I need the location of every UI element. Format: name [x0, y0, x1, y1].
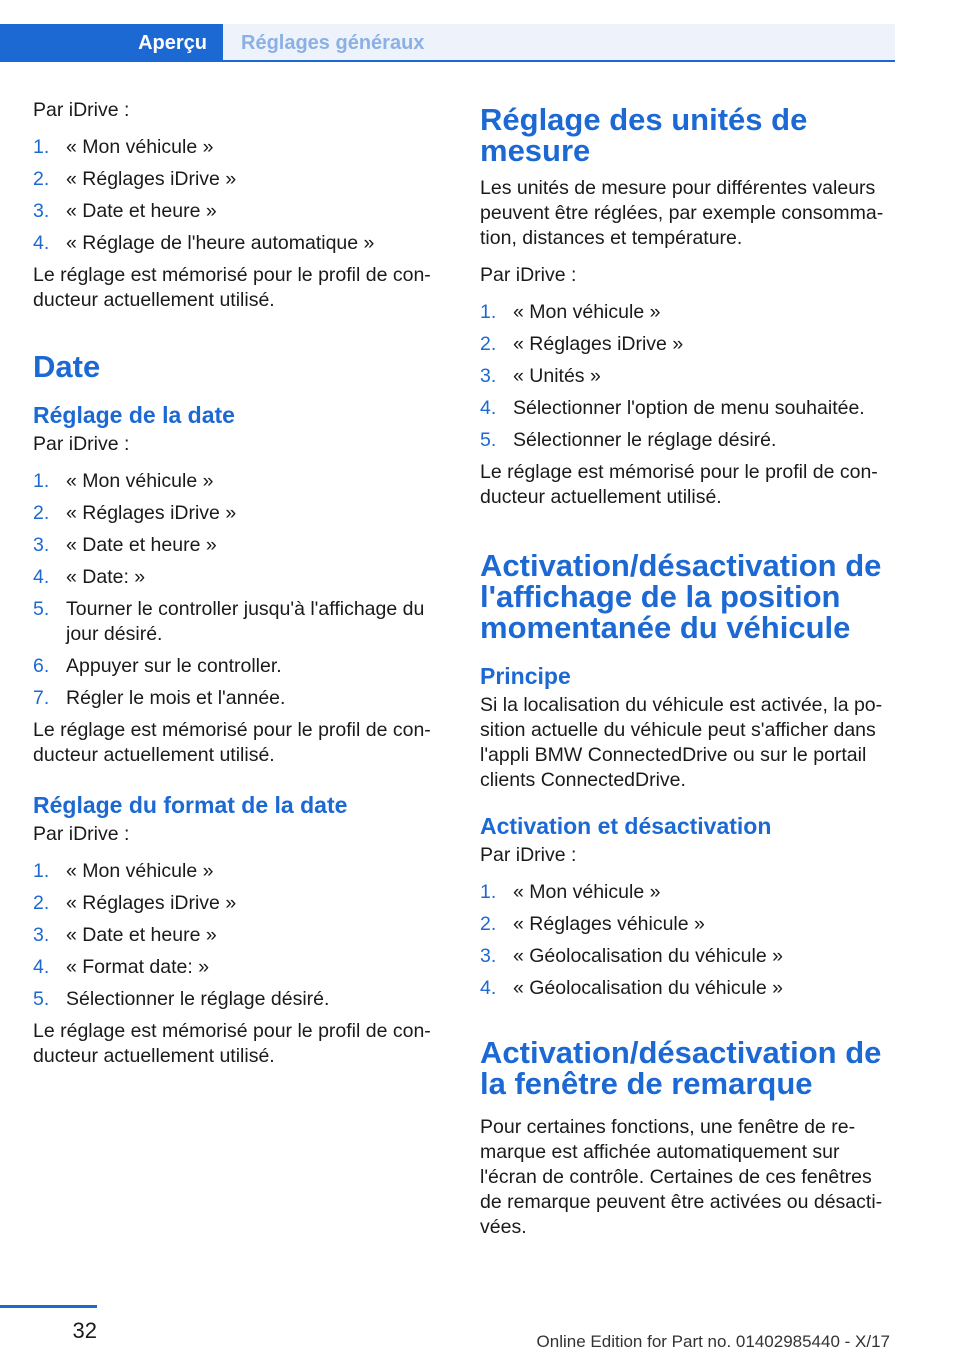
- list-item: [33, 135, 443, 160]
- step-number: 3.: [480, 365, 497, 387]
- step-text: Tourner le controller jusqu'à l'affichage du jour désiré.: [66, 598, 425, 645]
- intro-text: Par iDrive :: [480, 844, 577, 866]
- list-item: [480, 880, 890, 905]
- section-heading-units: Réglage des unités de mesure: [480, 102, 808, 168]
- tab-apercu[interactable]: Aperçu: [0, 24, 223, 62]
- list-item: [33, 167, 443, 192]
- step-text: « Géolocalisation du véhicule »: [513, 977, 783, 999]
- right-column: [480, 104, 890, 1252]
- note-text: Le réglage est mémorisé pour le profil de conducteur actuellement utilisé.: [33, 1020, 431, 1067]
- step-number: 4.: [33, 232, 50, 254]
- step-text: « Mon véhicule »: [513, 301, 661, 323]
- step-number: 4.: [480, 397, 497, 419]
- body-text: Pour certaines fonctions, une fenêtre de remarque est affichée automatiquement sur l'écran de contrôle. Certaines de ces fenêtres de remarque peuvent être activées ou désactivées.: [480, 1116, 883, 1238]
- step-number: 3.: [33, 924, 50, 946]
- step-text: Sélectionner le réglage désiré.: [513, 429, 777, 451]
- list-item: [33, 987, 443, 1012]
- steps-list: [33, 859, 443, 1012]
- step-number: 1.: [33, 470, 50, 492]
- step-number: 1.: [480, 301, 497, 323]
- list-item: [480, 364, 890, 389]
- list-item: [33, 923, 443, 948]
- step-number: 6.: [33, 655, 50, 677]
- step-text: « Date et heure »: [66, 534, 217, 556]
- section-heading-date: Date: [33, 349, 101, 384]
- list-item: [480, 976, 890, 1001]
- body-text: Si la localisation du véhicule est activée, la position actuelle du véhicule peut s'afficher dans l'appli BMW ConnectedDrive ou sur le portail clients ConnectedDrive.: [480, 694, 883, 791]
- step-text: Régler le mois et l'année.: [66, 687, 286, 709]
- intro-text: Par iDrive :: [33, 823, 130, 845]
- step-text: « Réglages véhicule »: [513, 913, 705, 935]
- step-text: « Mon véhicule »: [66, 860, 214, 882]
- list-item: [480, 300, 890, 325]
- footer-divider: [0, 1305, 97, 1308]
- list-item: [33, 891, 443, 916]
- step-text: « Date et heure »: [66, 924, 217, 946]
- list-item: [480, 944, 890, 969]
- note-text: Le réglage est mémorisé pour le profil de conducteur actuellement utilisé.: [33, 719, 431, 766]
- steps-list: [33, 469, 443, 711]
- step-number: 2.: [480, 913, 497, 935]
- header-divider: [0, 60, 895, 62]
- step-text: « Réglages iDrive »: [66, 168, 237, 190]
- intro-text: Par iDrive :: [480, 264, 577, 286]
- step-text: « Date: »: [66, 566, 146, 588]
- step-number: 7.: [33, 687, 50, 709]
- step-text: Sélectionner le réglage désiré.: [66, 988, 330, 1010]
- subheading-principle: Principe: [480, 663, 571, 689]
- step-number: 4.: [33, 956, 50, 978]
- note-text: Le réglage est mémorisé pour le profil de conducteur actuellement utilisé.: [33, 264, 431, 311]
- body-text: Les unités de mesure pour différentes valeurs peuvent être réglées, par exemple consommation, distances et température.: [480, 177, 884, 249]
- list-item: [480, 428, 890, 453]
- list-item: [33, 654, 443, 679]
- step-number: 2.: [33, 892, 50, 914]
- list-item: [480, 396, 890, 421]
- subheading-activation: Activation et désactivation: [480, 813, 772, 839]
- edition-text: Online Edition for Part no. 01402985440 - X/17: [536, 1332, 890, 1351]
- step-text: « Unités »: [513, 365, 601, 387]
- steps-list: [480, 300, 890, 453]
- step-text: « Géolocalisation du véhicule »: [513, 945, 783, 967]
- list-item: [33, 199, 443, 224]
- tab-reglages-generaux[interactable]: Réglages généraux: [223, 24, 895, 62]
- list-item: [33, 533, 443, 558]
- step-number: 1.: [33, 860, 50, 882]
- step-text: « Mon véhicule »: [66, 470, 214, 492]
- section-heading-position: Activation/désactivation de l'affichage de la position momentanée du véhicule: [480, 548, 882, 645]
- step-number: 3.: [33, 534, 50, 556]
- list-item: [33, 231, 443, 256]
- intro-text: Par iDrive :: [33, 433, 130, 455]
- list-item: [33, 686, 443, 711]
- step-text: « Date et heure »: [66, 200, 217, 222]
- step-number: 3.: [480, 945, 497, 967]
- step-number: 1.: [480, 881, 497, 903]
- step-number: 4.: [480, 977, 497, 999]
- step-text: « Réglages iDrive »: [66, 892, 237, 914]
- list-item: [33, 501, 443, 526]
- steps-list: [33, 135, 443, 256]
- section-heading-notice: Activation/désactivation de la fenêtre de remarque: [480, 1035, 882, 1101]
- step-text: « Mon véhicule »: [66, 136, 214, 158]
- subheading-date-setting: Réglage de la date: [33, 402, 235, 428]
- steps-list: [480, 880, 890, 1001]
- list-item: [480, 332, 890, 357]
- step-text: « Mon véhicule »: [513, 881, 661, 903]
- page-number: 32: [72, 1318, 97, 1343]
- list-item: [33, 469, 443, 494]
- step-number: 2.: [33, 168, 50, 190]
- step-text: Appuyer sur le controller.: [66, 655, 282, 677]
- list-item: [33, 565, 443, 590]
- step-number: 3.: [33, 200, 50, 222]
- step-text: Sélectionner l'option de menu souhaitée.: [513, 397, 865, 419]
- subheading-date-format: Réglage du format de la date: [33, 792, 348, 818]
- step-text: « Réglages iDrive »: [66, 502, 237, 524]
- list-item: [33, 859, 443, 884]
- note-text: Le réglage est mémorisé pour le profil de conducteur actuellement utilisé.: [480, 461, 878, 508]
- step-text: « Format date: »: [66, 956, 210, 978]
- list-item: [480, 912, 890, 937]
- step-number: 5.: [33, 988, 50, 1010]
- list-item: [33, 955, 443, 980]
- step-text: « Réglage de l'heure automatique »: [66, 232, 375, 254]
- intro-text: Par iDrive :: [33, 99, 130, 121]
- step-text: « Réglages iDrive »: [513, 333, 684, 355]
- step-number: 5.: [480, 429, 497, 451]
- step-number: 1.: [33, 136, 50, 158]
- step-number: 5.: [33, 598, 50, 620]
- list-item: [33, 597, 443, 647]
- left-column: [33, 98, 443, 1081]
- step-number: 4.: [33, 566, 50, 588]
- step-number: 2.: [480, 333, 497, 355]
- page-header: [0, 0, 895, 62]
- step-number: 2.: [33, 502, 50, 524]
